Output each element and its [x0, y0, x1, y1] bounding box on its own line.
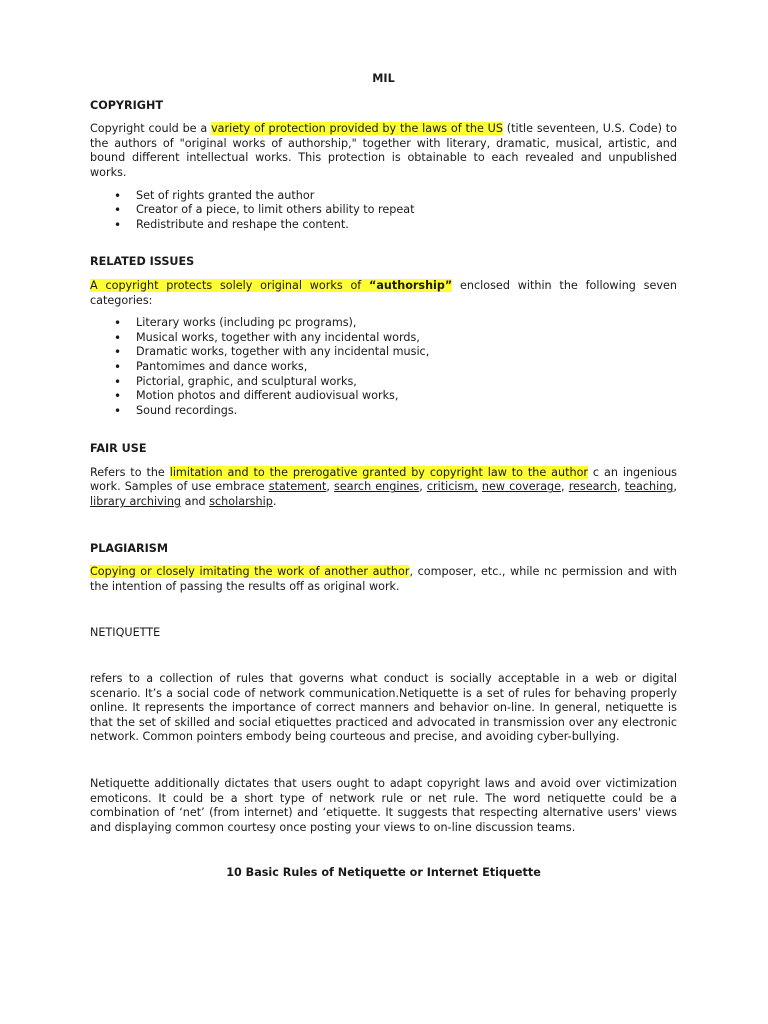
text-run: ,	[561, 480, 569, 494]
text-run: ,	[617, 480, 625, 494]
text-run: and	[181, 495, 210, 509]
netiquette-paragraph-2: Netiquette additionally dictates that users ought to adapt copyright laws and avoid over victimization emoticons. It could be a short type of network rule or net rule. The word netiquette could be a combination of ‘net’ (from internet) and ‘etiquette. It suggests that respecting alternative users' views and displaying common courtesy once posting your views to on-line discussion teams.	[90, 777, 677, 834]
text-run: Refers to the	[90, 465, 170, 479]
heading-related-issues: RELATED ISSUES	[90, 255, 195, 269]
heading-copyright: COPYRIGHT	[90, 98, 163, 112]
link-scholarship[interactable]: scholarship	[209, 495, 273, 509]
link-research[interactable]: research	[568, 480, 618, 494]
link-search-engines[interactable]: search engines	[334, 480, 420, 494]
list-item: • Literary works (including pc programs),	[90, 316, 677, 331]
text-run: Copyright could be a	[90, 122, 212, 136]
highlighted-text: variety of protection provided by the laws of the US	[211, 122, 503, 136]
related-issues-paragraph	[90, 279, 677, 308]
netiquette-paragraph-1: refers to a collection of rules that governs what conduct is socially acceptable in a web or digital scenario. It’s a social code of network communication.Netiquette is a set of rules for behaving properly online. It represents the importance of correct manners and behavior on-line. In general, netiquette is that the set of skilled and social etiquettes practiced and advocated in transmission over any electronic network. Common pointers embody being courteous and precise, and avoiding cyber-bullying.	[90, 672, 677, 744]
text-run: .	[272, 495, 277, 509]
document-page	[90, 72, 677, 881]
heading-fair-use: FAIR USE	[90, 442, 147, 456]
link-teaching[interactable]: teaching	[624, 480, 674, 494]
text-run: ,	[326, 480, 335, 494]
list-item: • Dramatic works, together with any incidental music,	[90, 345, 677, 360]
link-new-coverage[interactable]: new coverage	[481, 480, 562, 494]
list-item: • Redistribute and reshape the content.	[90, 218, 677, 233]
highlighted-bold-text: “authorship”	[369, 278, 453, 292]
copyright-bullet-list	[90, 189, 677, 233]
text-run: , composer, etc., while nc permission and with the intention of passing the results off as original work.	[90, 565, 677, 593]
plagiarism-paragraph	[90, 565, 677, 594]
highlighted-text: A copyright protects solely original works of	[90, 278, 370, 292]
categories-bullet-list	[90, 316, 677, 418]
text-run: (title seventeen, U.S. Code) to the authors of "original works of authorship," together with literary, dramatic, musical, artistic, and bound different intellectual works. This protection is obtainable to each revealed and unpublished works.	[90, 122, 677, 179]
highlighted-text: Copying or closely imitating the work of another author	[90, 565, 410, 579]
fair-use-paragraph	[90, 466, 677, 510]
heading-basic-rules: 10 Basic Rules of Netiquette or Internet Etiquette	[226, 866, 541, 880]
list-item: • Sound recordings.	[90, 404, 677, 419]
text-run: enclosed within the following seven categories:	[90, 278, 677, 307]
heading-netiquette: NETIQUETTE	[90, 626, 161, 640]
list-item: • Pantomimes and dance works,	[90, 360, 677, 375]
list-item: • Musical works, together with any incidental words,	[90, 331, 677, 346]
link-criticism[interactable]: criticism,	[426, 480, 478, 494]
document-title: MIL	[372, 72, 395, 85]
text-run: ,	[673, 480, 677, 494]
link-statement[interactable]: statement	[268, 480, 327, 494]
heading-plagiarism: PLAGIARISM	[90, 541, 168, 555]
text-run: ,	[419, 480, 427, 494]
list-item: • Motion photos and different audiovisual works,	[90, 389, 677, 404]
copyright-paragraph	[90, 122, 677, 180]
highlighted-text: limitation and to the prerogative granted by copyright law to the author	[169, 465, 589, 479]
list-item: • Pictorial, graphic, and sculptural works,	[90, 375, 677, 390]
text-run: c an ingenious work. Samples of use embrace	[90, 465, 677, 494]
list-item: • Set of rights granted the author	[90, 189, 677, 204]
list-item: • Creator of a piece, to limit others ability to repeat	[90, 203, 677, 218]
link-library-archiving[interactable]: library archiving	[90, 495, 182, 509]
